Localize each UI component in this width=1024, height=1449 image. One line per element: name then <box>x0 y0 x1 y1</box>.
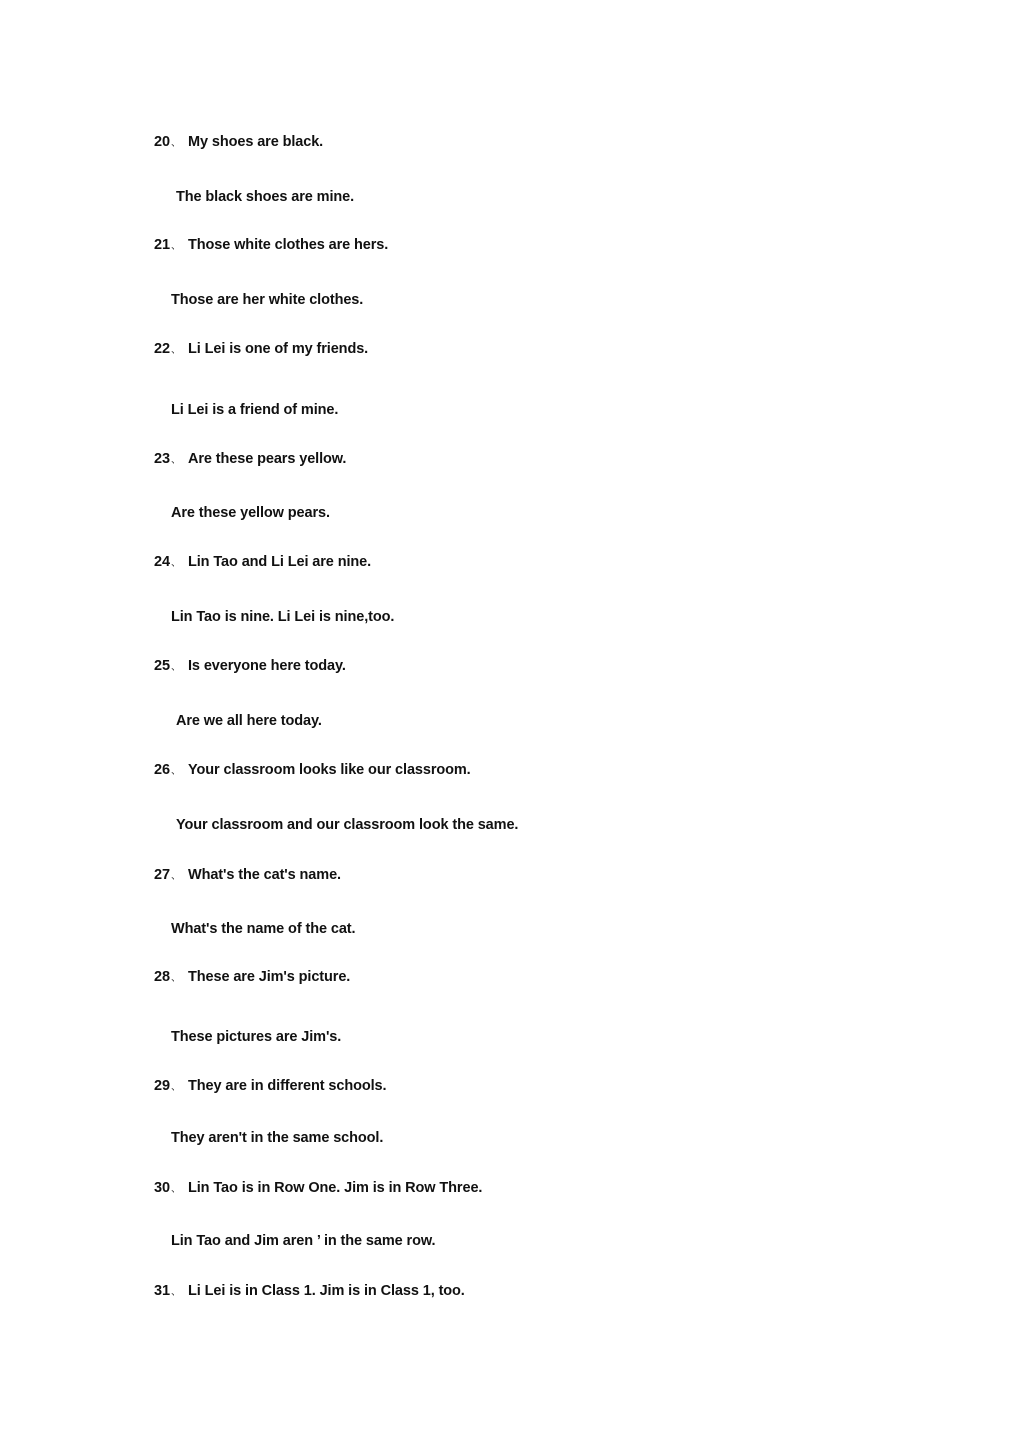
item-number: 29、 <box>154 1078 181 1094</box>
item-23-answer: Are these yellow pears. <box>171 505 330 521</box>
item-21-question <box>154 237 388 253</box>
item-20-answer: The black shoes are mine. <box>176 189 355 205</box>
item-27-answer: What's the name of the cat. <box>171 921 356 937</box>
question-text: Li Lei is one of my friends. <box>188 341 369 357</box>
item-30-answer: Lin Tao and Jim aren ’ in the same row. <box>171 1233 436 1249</box>
item-27-question <box>154 867 341 883</box>
item-number: 27、 <box>154 867 181 883</box>
item-25-answer: Are we all here today. <box>176 713 322 729</box>
item-number: 31、 <box>154 1283 181 1299</box>
item-30-question <box>154 1180 482 1196</box>
item-20-question <box>154 134 323 150</box>
question-text: Your classroom looks like our classroom. <box>188 762 471 778</box>
item-number: 22、 <box>154 341 181 357</box>
item-29-answer: They aren't in the same school. <box>171 1130 384 1146</box>
item-number: 21、 <box>154 237 181 253</box>
item-31-question <box>154 1283 465 1299</box>
item-24-question <box>154 554 371 570</box>
question-text: What's the cat's name. <box>188 867 341 883</box>
item-29-question <box>154 1078 386 1094</box>
item-number: 28、 <box>154 969 181 985</box>
item-25-question <box>154 658 346 674</box>
item-number: 24、 <box>154 554 181 570</box>
item-number: 25、 <box>154 658 181 674</box>
question-text: Lin Tao is in Row One. Jim is in Row Three. <box>188 1180 483 1196</box>
question-text: Those white clothes are hers. <box>188 237 389 253</box>
item-number: 30、 <box>154 1180 181 1196</box>
item-number: 20、 <box>154 134 181 150</box>
question-text: Are these pears yellow. <box>188 451 347 467</box>
item-28-question <box>154 969 350 985</box>
item-26-question <box>154 762 471 778</box>
item-26-answer: Your classroom and our classroom look the same. <box>176 817 519 833</box>
item-24-answer: Lin Tao is nine. Li Lei is nine,too. <box>171 609 395 625</box>
item-21-answer: Those are her white clothes. <box>171 292 364 308</box>
question-text: My shoes are black. <box>188 134 324 150</box>
item-28-answer: These pictures are Jim's. <box>171 1029 342 1045</box>
question-text: These are Jim's picture. <box>188 969 351 985</box>
item-22-question <box>154 341 368 357</box>
item-22-answer: Li Lei is a friend of mine. <box>171 402 339 418</box>
item-number: 26、 <box>154 762 181 778</box>
question-text: Lin Tao and Li Lei are nine. <box>188 554 372 570</box>
item-number: 23、 <box>154 451 181 467</box>
item-23-question <box>154 451 346 467</box>
question-text: They are in different schools. <box>188 1078 387 1094</box>
question-text: Li Lei is in Class 1. Jim is in Class 1, too. <box>188 1283 465 1299</box>
question-text: Is everyone here today. <box>188 658 346 674</box>
